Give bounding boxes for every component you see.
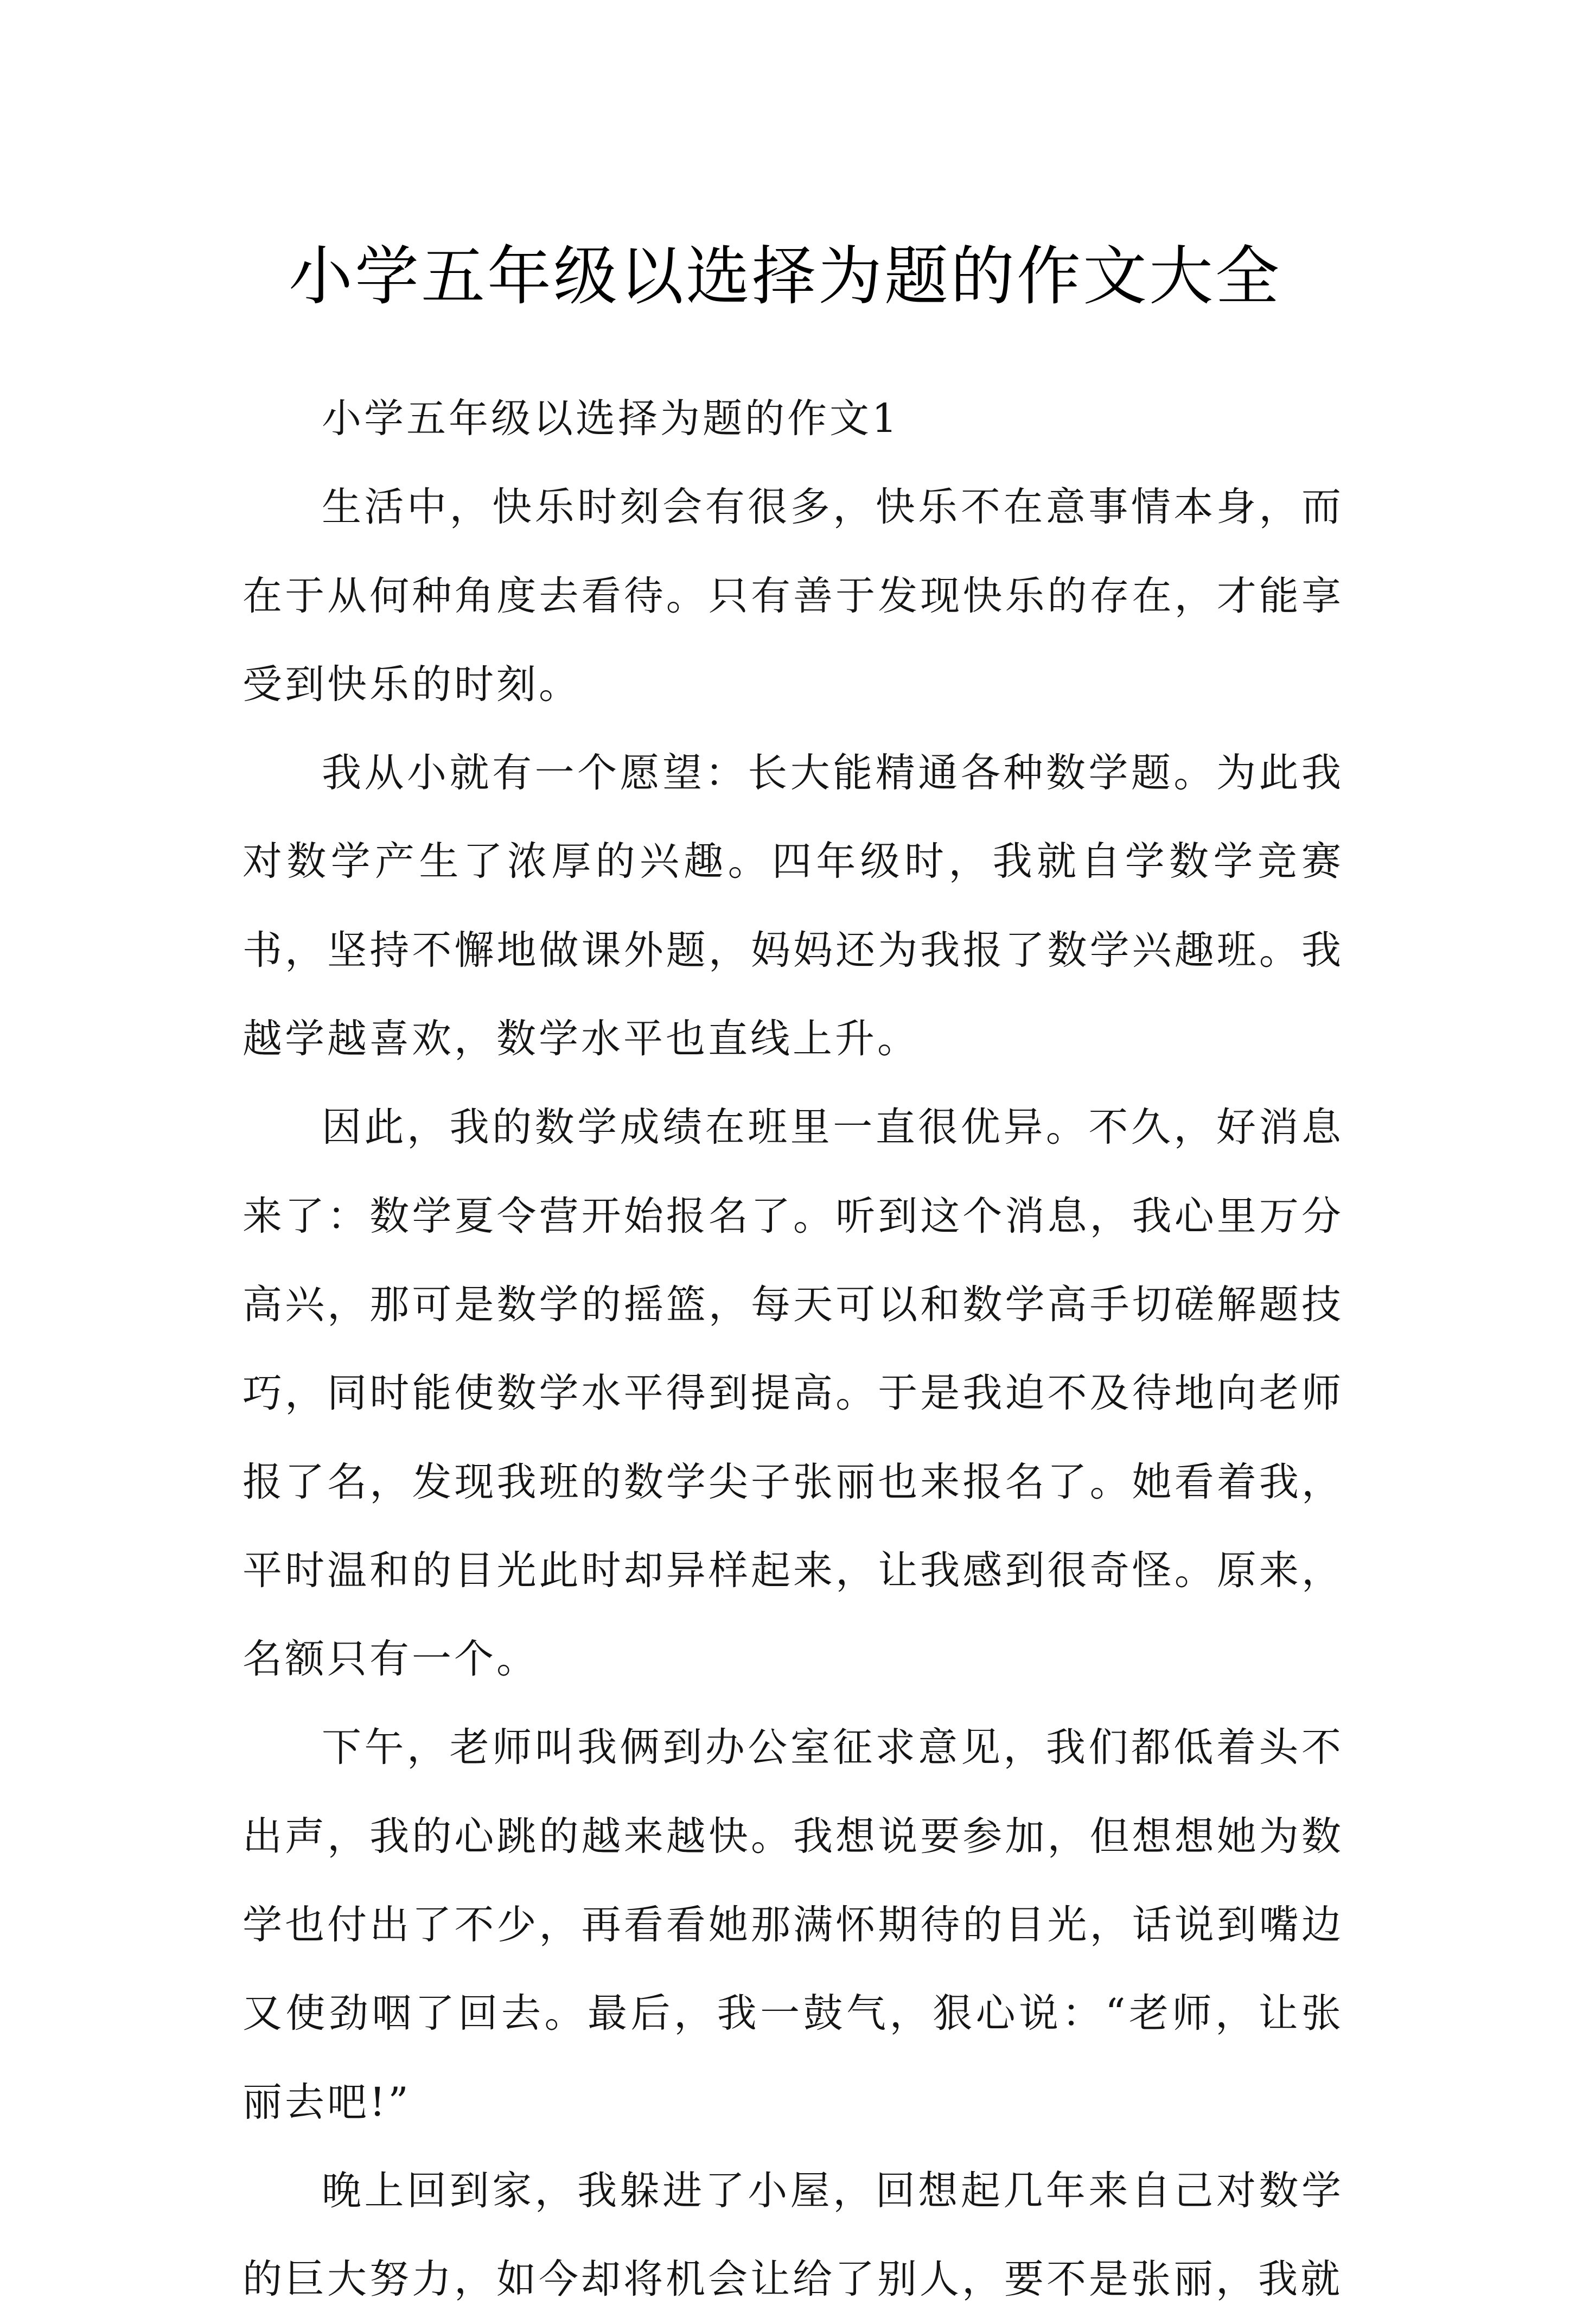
paragraph: 生活中，快乐时刻会有很多，快乐不在意事情本身，而在于从何种角度去看待。只有善于发现快乐的存在，才能享受到快乐的时刻。 [242, 484, 1344, 708]
paragraph: 因此，我的数学成绩在班里一直很优异。不久，好消息来了：数学夏令营开始报名了。听到这个消息，我心里万分高兴，那可是数学的摇篮，每天可以和数学高手切磋解题技巧，同时能使数学水平得到提高。于是我迫不及待地向老师报了名，发现我班的数学尖子张丽也来报名了。她看着我，平时温和的目光此时却异样起来，让我感到很奇怪。原来，名额只有一个。 [242, 1104, 1344, 1683]
paragraph: 我从小就有一个愿望：长大能精通各种数学题。为此我对数学产生了浓厚的兴趣。四年级时，我就自学数学竞赛书，坚持不懈地做课外题，妈妈还为我报了数学兴趣班。我越学越喜欢，数学水平也直线上升。 [242, 750, 1344, 1062]
paragraph: 下午，老师叫我俩到办公室征求意见，我们都低着头不出声，我的心跳的越来越快。我想说要参加，但想想她为数学也付出了不少，再看看她那满怀期待的目光，话说到嘴边又使劲咽了回去。最后，我一鼓气，狠心说：“老师，让张丽去吧!” [242, 1724, 1344, 2125]
essay-subtitle: 小学五年级以选择为题的作文1 [322, 396, 900, 442]
paragraph: 晚上回到家，我躲进了小屋，回想起几年来自己对数学的巨大努力，如今却将机会让给了别人，要不是张丽，我就 [242, 2167, 1344, 2303]
document-body [242, 374, 1344, 2324]
document-title: 小学五年级以选择为题的作文大全 [288, 239, 1281, 314]
